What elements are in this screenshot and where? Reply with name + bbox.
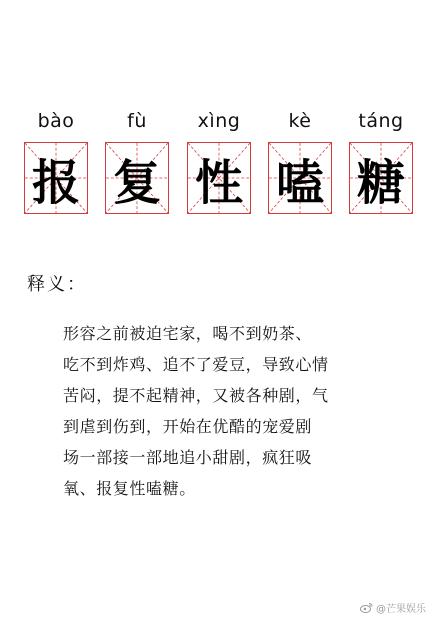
character-box-3 [187, 142, 251, 214]
pinyin-2: fù [127, 110, 147, 132]
definition-line-2: 吃不到炸鸡、追不了爱豆，导致心情 [63, 355, 329, 374]
character-box-5 [349, 142, 413, 214]
definition-line-3: 苦闷，提不起精神，又被各种剧，气 [63, 386, 329, 405]
definition-line-4: 到虐到伤到，开始在优酷的宠爱剧 [63, 417, 313, 436]
definition-line-6: 氧、报复性嗑糖。 [63, 479, 196, 498]
character-2: 复 [112, 154, 161, 211]
character-box-1 [24, 142, 88, 214]
pinyin-row [24, 110, 424, 140]
weibo-icon [360, 602, 373, 613]
watermark [360, 600, 426, 615]
character-5: 糖 [356, 154, 405, 211]
definition-line-1: 形容之前被迫宅家，喝不到奶茶、 [63, 324, 313, 343]
definition-line-5: 场一部接一部地追小甜剧，疯狂吸 [63, 448, 313, 467]
pinyin-4: kè [288, 110, 312, 132]
watermark-text: @芒果娱乐 [376, 604, 426, 615]
character-box-4 [268, 142, 332, 214]
definition-label: 释义： [27, 274, 87, 295]
character-box-2 [105, 142, 169, 214]
character-4: 嗑 [275, 154, 324, 211]
character-1: 报 [31, 154, 80, 211]
pinyin-1: bào [37, 110, 75, 132]
pinyin-3: xìng [197, 110, 241, 132]
definition-text [63, 318, 423, 504]
pinyin-5: táng [358, 110, 404, 132]
character-grid-row [24, 142, 424, 214]
character-3: 性 [194, 154, 243, 211]
